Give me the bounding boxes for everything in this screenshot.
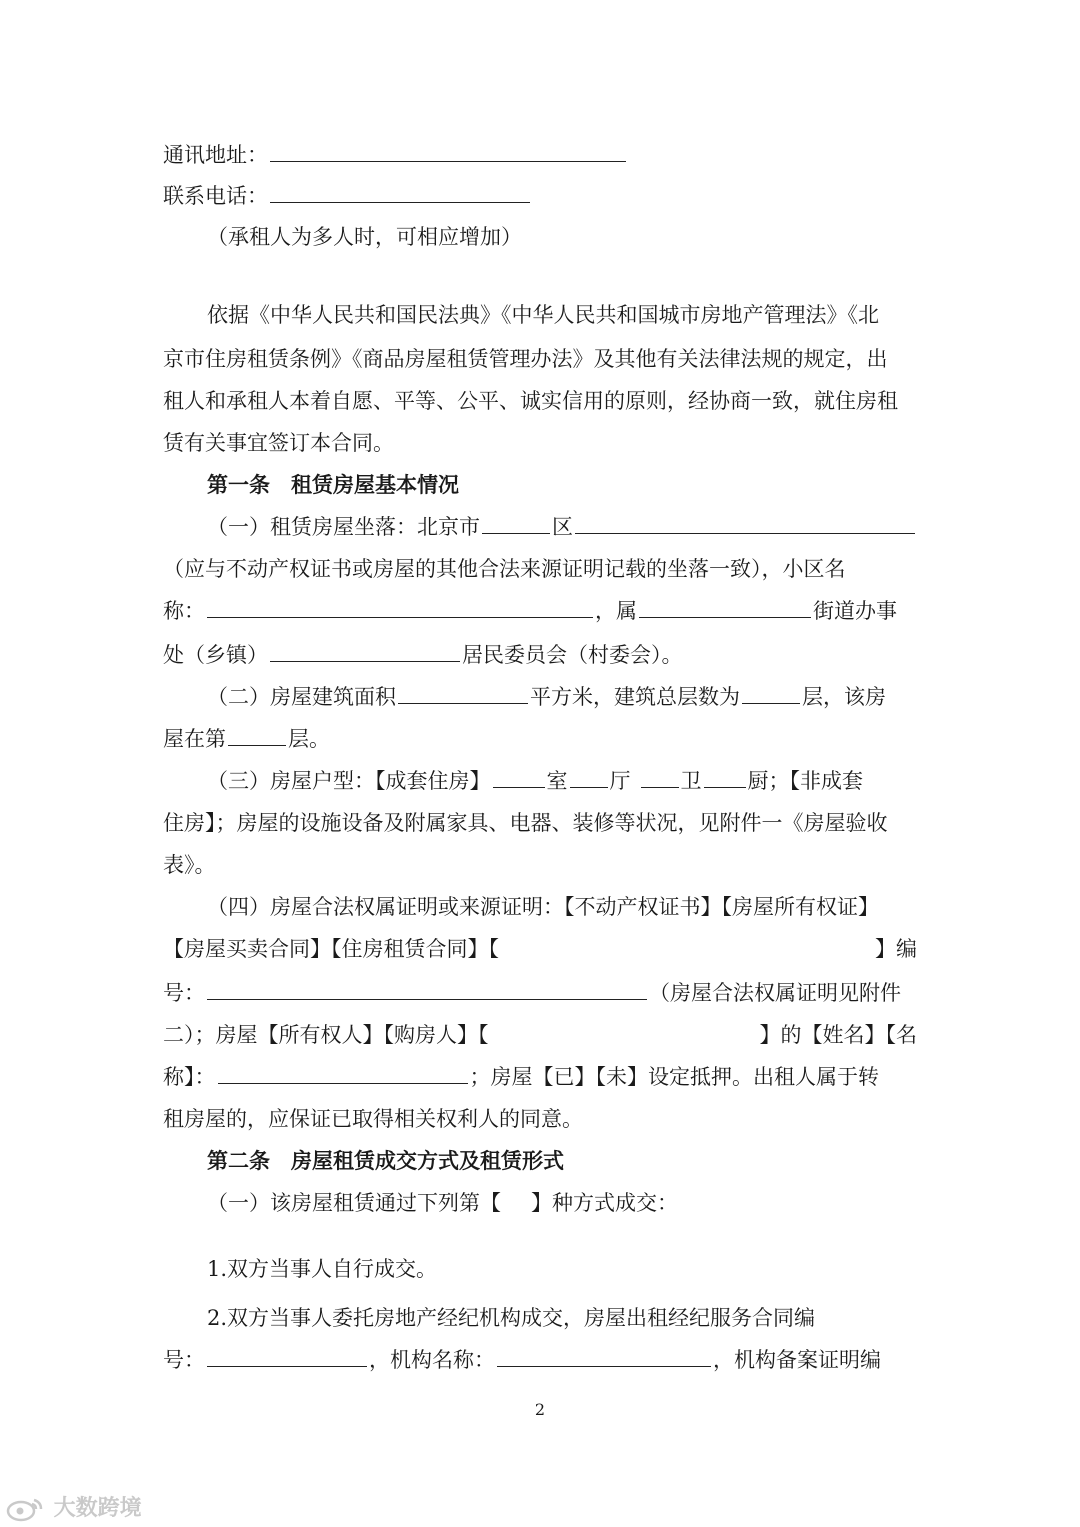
method-label: （一）该房屋租赁通过下列第【: [207, 1191, 501, 1215]
street-office-label: 街道办事: [813, 599, 897, 623]
kitchen-blank: [704, 767, 746, 788]
para1-line4: 赁有关事宜签订本合同。: [163, 431, 394, 455]
sublease-line: 租房屋的，应保证已取得相关权利人的同意。: [163, 1107, 583, 1131]
method-option-1: 1.双方当事人自行成交。: [207, 1257, 438, 1281]
floor-line: [163, 724, 330, 754]
number-label: 】编: [875, 937, 917, 961]
room-blank: [493, 767, 545, 788]
area-label: （二）房屋建筑面积: [207, 685, 396, 709]
watermark: [6, 1491, 142, 1522]
location-label: （一）租赁房屋坐落：北京市: [207, 515, 480, 539]
hall-blank: [570, 767, 608, 788]
certificate-line-2: [163, 934, 917, 964]
owner-line: [163, 1020, 917, 1050]
name-types: 】的【姓名】【名: [759, 1023, 917, 1047]
contract-types: 【房屋买卖合同】【住房租赁合同】【: [163, 937, 499, 961]
multi-tenant-note: （承租人为多人时，可相应增加）: [207, 225, 522, 249]
para1-line2: 京市住房租赁条例》《商品房屋租赁管理办法》及其他有关法律法规的规定，出: [163, 347, 888, 371]
kitchen-label: 厨；【非成套: [747, 769, 863, 793]
area-blank: [398, 683, 528, 704]
layout-line-2: 住房】；房屋的设施设备及附属家具、电器、装修等状况，见附件一《房屋验收: [163, 811, 888, 835]
certificate-line: （四）房屋合法权属证明或来源证明：【不动产权证书】【房屋所有权证】: [207, 895, 879, 919]
agency-line: [163, 1345, 881, 1375]
weibo-logo-icon: [6, 1496, 46, 1522]
contract-number-label: 号：: [163, 1348, 205, 1372]
community-label: 称：: [163, 599, 205, 623]
article-1-heading: 第一条 租赁房屋基本情况: [207, 472, 459, 497]
committee-label: 居民委员会（村委会）。: [462, 643, 683, 667]
article-2-heading: 第二条 房屋租赁成交方式及租赁形式: [207, 1148, 564, 1173]
floors-label: 平方米，建筑总层数为: [530, 685, 740, 709]
belong-label: ，属: [595, 599, 637, 623]
name-label: 称】：: [163, 1065, 216, 1089]
location-blank: [575, 513, 915, 534]
agency-name-label: ，机构名称：: [369, 1348, 495, 1372]
agency-name-blank: [497, 1346, 711, 1367]
floor-blank: [228, 725, 286, 746]
address-label: 通讯地址：: [163, 143, 268, 167]
bath-blank: [641, 767, 679, 788]
para1-line1: 依据《中华人民共和国民法典》《中华人民共和国城市房地产管理法》《北: [207, 303, 879, 327]
floors-blank: [742, 683, 800, 704]
phone-line: [163, 181, 532, 211]
method-option-2: 2.双方当事人委托房地产经纪机构成交，房屋出租经纪服务合同编: [207, 1306, 816, 1330]
layout-line: [207, 766, 863, 796]
certificate-number-line: [163, 978, 901, 1008]
certificate-number-blank: [207, 979, 647, 1000]
owner-name-blank: [218, 1063, 468, 1084]
location-line: [207, 512, 917, 542]
floor-unit: 层。: [288, 727, 330, 751]
method-suffix: 】种方式成交：: [531, 1191, 678, 1215]
district-suffix: 区: [552, 515, 573, 539]
para1-line3: 租人和承租人本着自愿、平等、公平、诚实信用的原则，经协商一致，就住房租: [163, 389, 898, 413]
method-line: [207, 1188, 678, 1218]
street-blank: [639, 597, 811, 618]
agency-record-label: ，机构备案证明编: [713, 1348, 881, 1372]
mortgage-text: ；房屋【已】【未】设定抵押。出租人属于转: [469, 1065, 879, 1089]
room-label: 室: [546, 769, 568, 793]
floor-label: 屋在第: [163, 727, 226, 751]
owner-types: 二）；房屋【所有权人】【购房人】【: [163, 1023, 489, 1047]
mortgage-line: [163, 1062, 879, 1092]
location-note: （应与不动产权证书或房屋的其他合法来源证明记载的坐落一致），小区名: [163, 557, 846, 581]
community-blank: [207, 597, 593, 618]
district-blank: [482, 513, 550, 534]
floor-suffix: 层，该房: [802, 685, 886, 709]
attachment-note: （房屋合法权属证明见附件: [649, 981, 901, 1005]
layout-label: （三）房屋户型：【成套住房】: [207, 769, 491, 793]
contract-number-blank: [207, 1346, 367, 1367]
address-blank: [270, 141, 626, 162]
township-line: [163, 640, 683, 670]
phone-blank: [270, 182, 530, 203]
area-line: [207, 682, 886, 712]
layout-line-3: 表》。: [163, 853, 216, 877]
address-line: [163, 140, 628, 170]
committee-blank: [270, 641, 460, 662]
community-line: [163, 596, 897, 626]
township-label: 处（乡镇）: [163, 643, 268, 667]
page-number: 2: [534, 1400, 546, 1419]
number-prefix: 号：: [163, 981, 205, 1005]
bath-label: 卫: [680, 769, 702, 793]
phone-label: 联系电话：: [163, 184, 268, 208]
hall-label: 厅: [609, 769, 631, 793]
watermark-text: 大数跨境: [53, 1496, 142, 1521]
